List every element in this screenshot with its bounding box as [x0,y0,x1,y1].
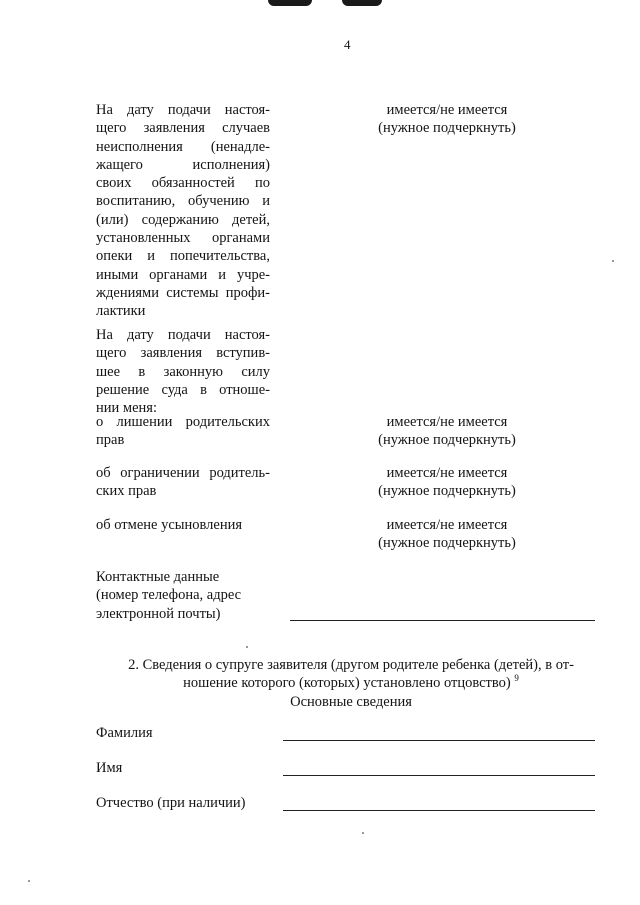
deprivation-label [96,413,270,450]
neglect-status-hint: (нужное подчеркнуть) [378,120,516,137]
court-decision-question-line: нии меня: [96,400,157,417]
neglect-question-line: ждениями системы профи- [96,284,270,301]
neglect-question-line: жащего исполнения) [96,156,270,173]
neglect-question-line: щего заявления случаев [96,120,270,137]
contact-label-line: электронной почты) [96,605,221,622]
restriction-status-hint: (нужное подчеркнуть) [378,483,516,500]
neglect-question-line: своих обязанностей по [96,175,270,192]
adoption-cancel-status-hint: (нужное подчеркнуть) [378,535,516,552]
neglect-question-line: установленных органами [96,230,270,247]
restriction-label-line: об ограничении родитель- [96,465,270,481]
restriction-label [96,464,270,501]
court-decision-question [96,326,270,417]
adoption-cancel-label: об отмене усыновления [96,517,243,533]
court-decision-question-line: шее в законную силу [96,363,270,380]
name-input-line[interactable] [283,775,595,776]
contact-label-line: (номер телефона, адрес [96,587,242,604]
name-label: Имя [96,760,123,776]
section2-title-line1: 2. Сведения о супруге заявителя (другом родителе ребенка (детей), в от- [128,657,574,673]
scan-artifact-right [342,0,382,6]
neglect-question [96,101,270,321]
scan-speck [612,260,614,262]
court-decision-question-line: щего заявления вступив- [96,345,270,362]
court-decision-question-line: решение суда в отноше- [96,381,270,398]
contact-label [96,568,241,623]
deprivation-label-line: прав [96,432,125,449]
adoption-cancel-status-value: имеется/не имеется [386,517,508,533]
neglect-question-line: опеки и попечительства, [96,248,270,265]
adoption-cancel-status [362,516,532,553]
neglect-question-line: (или) содержанию детей, [96,211,270,228]
deprivation-status [362,413,532,450]
neglect-question-line: воспитанию, обучению и [96,193,270,210]
scan-artifact-left [268,0,312,6]
page-number: 4 [344,37,351,52]
neglect-status-value: имеется/не имеется [386,102,508,118]
neglect-status [362,101,532,138]
section2-title-line2-text: ношение которого (которых) установлено отцовство) [183,675,511,692]
neglect-question-line: На дату подачи настоя- [96,102,270,118]
section2-title-line2 [96,674,606,692]
section2-title [96,656,606,693]
contact-input-line[interactable] [290,620,595,621]
neglect-question-line: неисполнения (ненадле- [96,138,270,155]
scan-speck [362,832,364,834]
deprivation-label-line: о лишении родительских [96,414,270,430]
restriction-status [362,464,532,501]
patronymic-input-line[interactable] [283,810,595,811]
deprivation-status-value: имеется/не имеется [386,414,508,430]
deprivation-status-hint: (нужное подчеркнуть) [378,432,516,449]
restriction-label-line: ских прав [96,483,157,500]
scan-speck [246,646,248,648]
neglect-question-line: лактики [96,303,146,320]
surname-label: Фамилия [96,725,153,741]
section2-subheading: Основные сведения [290,694,412,710]
restriction-status-value: имеется/не имеется [386,465,508,481]
patronymic-label: Отчество (при наличии) [96,795,246,811]
scan-speck [28,880,30,882]
footnote-ref: 9 [514,673,519,684]
contact-label-line: Контактные данные [96,569,220,585]
neglect-question-line: иными органами и учре- [96,266,270,283]
surname-input-line[interactable] [283,740,595,741]
court-decision-question-line: На дату подачи настоя- [96,327,270,343]
